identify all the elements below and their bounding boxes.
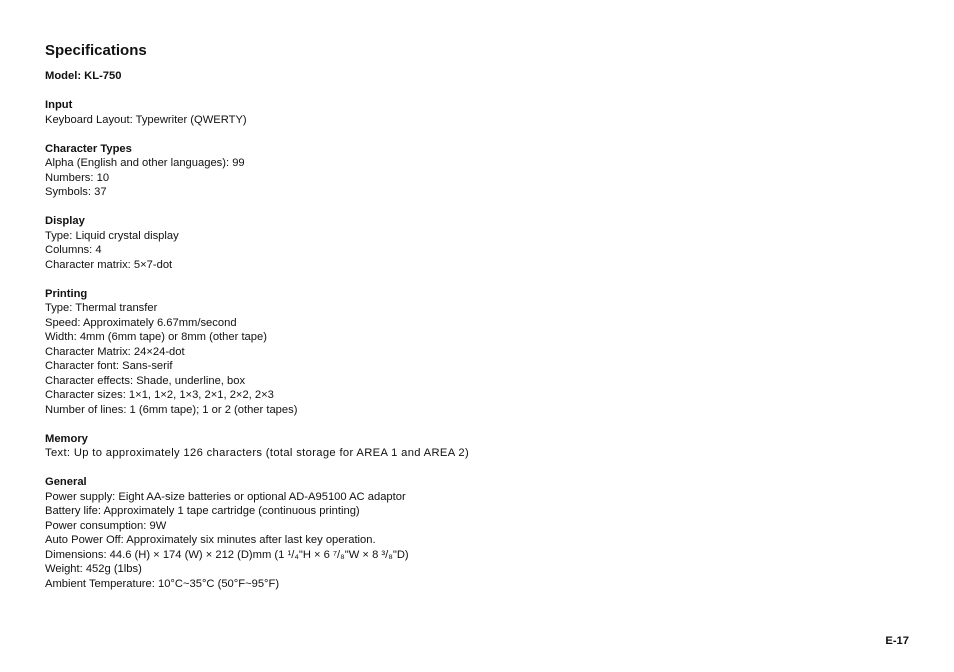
page-title: Specifications (45, 42, 147, 59)
spec-line: Width: 4mm (6mm tape) or 8mm (other tape) (45, 331, 267, 343)
spec-line: Numbers: 10 (45, 171, 110, 184)
spec-line: Number of lines: 1 (6mm tape); 1 or 2 (other tapes) (45, 403, 298, 416)
spec-line: Battery life: Approximately 1 tape cartridge (continuous printing) (45, 505, 360, 517)
section-general (45, 475, 465, 591)
model-label: Model: KL-750 (45, 70, 122, 82)
section-memory (45, 432, 470, 461)
spec-line: Character sizes: 1×1, 1×2, 1×3, 2×1, 2×2, 2×3 (45, 389, 274, 401)
spec-content (45, 41, 470, 606)
spec-line: Auto Power Off: Approximately six minutes after last key operation. (45, 534, 376, 546)
section-input (45, 98, 465, 127)
spec-line: Dimensions: 44.6 (H) × 174 (W) × 212 (D)mm (1 ¹/₄"H × 6 ⁷/₈"W × 8 ³/₈"D) (45, 548, 409, 561)
section-printing (45, 287, 465, 418)
spec-line: Symbols: 37 (45, 186, 107, 198)
spec-line: Text: Up to approximately 126 characters (total storage for AREA 1 and AREA 2) (45, 447, 470, 459)
spec-line: Weight: 452g (1lbs) (45, 563, 142, 575)
section-heading: General (45, 476, 87, 488)
spec-line: Keyboard Layout: Typewriter (QWERTY) (45, 113, 247, 126)
section-heading: Input (45, 99, 73, 111)
spec-line: Character effects: Shade, underline, box (45, 374, 246, 387)
section-heading: Character Types (45, 142, 132, 155)
section-heading: Display (45, 215, 85, 227)
spec-line: Character font: Sans-serif (45, 360, 173, 372)
section-heading: Printing (45, 287, 88, 300)
spec-line: Alpha (English and other languages): 99 (45, 157, 245, 169)
spec-line: Character Matrix: 24×24-dot (45, 345, 185, 358)
section-character-types (45, 142, 465, 200)
section-display (45, 214, 465, 272)
spec-line: Ambient Temperature: 10°C~35°C (50°F~95°F) (45, 577, 280, 590)
spec-line: Power supply: Eight AA-size batteries or optional AD-A95100 AC adaptor (45, 490, 406, 503)
spec-line: Speed: Approximately 6.67mm/second (45, 316, 237, 329)
spec-line: Columns: 4 (45, 244, 102, 256)
section-heading: Memory (45, 432, 88, 445)
spec-line: Power consumption: 9W (45, 519, 167, 532)
spec-line: Type: Thermal transfer (45, 302, 158, 314)
spec-line: Character matrix: 5×7-dot (45, 258, 173, 271)
page-number: E-17 (885, 635, 909, 647)
spec-line: Type: Liquid crystal display (45, 229, 179, 242)
